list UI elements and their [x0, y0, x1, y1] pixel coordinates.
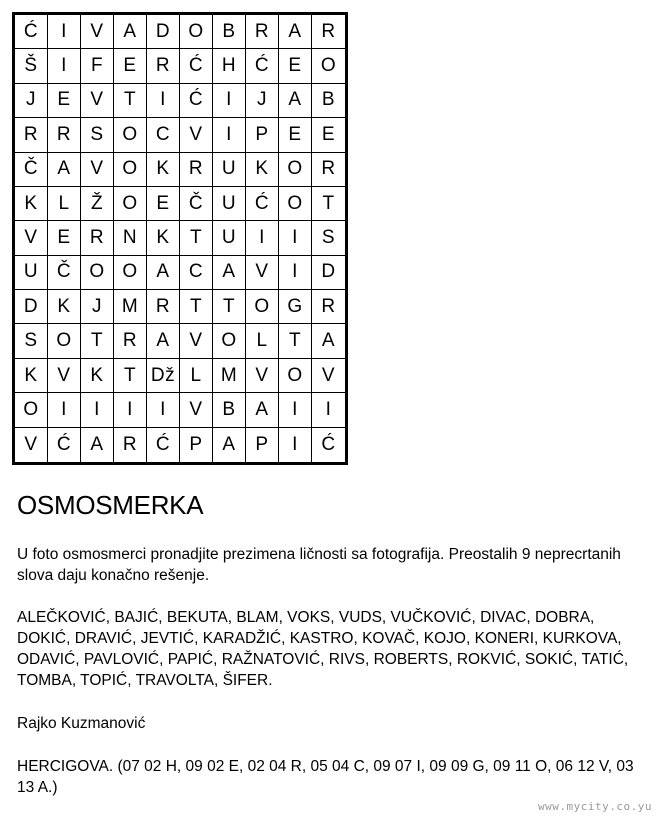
grid-cell: F: [81, 49, 114, 83]
grid-cell: P: [180, 428, 213, 462]
grid-cell: R: [147, 49, 180, 83]
grid-cell: E: [48, 84, 81, 118]
page-title: OSMOSMERKA: [17, 490, 204, 520]
grid-cell: O: [246, 290, 279, 324]
grid-cell: T: [114, 359, 147, 393]
grid-cell: Ć: [15, 15, 48, 49]
grid-cell: A: [114, 15, 147, 49]
grid-cell: O: [114, 118, 147, 152]
grid-cell: Č: [180, 187, 213, 221]
grid-cell: V: [15, 221, 48, 255]
grid-cell: B: [213, 15, 246, 49]
grid-cell: Ć: [180, 84, 213, 118]
grid-cell: A: [147, 324, 180, 358]
grid-cell: O: [180, 15, 213, 49]
grid-cell: R: [312, 153, 345, 187]
grid-cell: I: [81, 393, 114, 427]
grid-cell: S: [15, 324, 48, 358]
grid-cell: Ć: [321, 433, 336, 455]
grid-cell: Ž: [81, 187, 114, 221]
grid-cell: R: [147, 290, 180, 324]
grid-cell: J: [15, 84, 48, 118]
grid-cell: U: [15, 256, 48, 290]
grid-cell: E: [147, 187, 180, 221]
grid-cell: P: [246, 118, 279, 152]
grid-cell: R: [312, 290, 345, 324]
author-name: Rajko Kuzmanović: [17, 715, 146, 732]
grid-cell: Č: [48, 256, 81, 290]
grid-cell: V: [246, 256, 279, 290]
grid-cell: I: [279, 256, 312, 290]
grid-cell: E: [312, 118, 345, 152]
grid-cell: Ć: [246, 187, 279, 221]
grid-cell: Ć: [48, 428, 81, 462]
grid-cell: V: [81, 15, 114, 49]
grid-cell: I: [147, 393, 180, 427]
grid-cell: Dž: [147, 359, 180, 393]
word-list: ALEČKOVIĆ, BAJIĆ, BEKUTA, BLAM, VOKS, VUDS, VUČKOVIĆ, DIVAC, DOBRA, DOKIĆ, DRAVIĆ, JEVTIĆ, KARADŽIĆ, KASTRO, KOVAČ, KOJO, KONERI, KURKOVA, ODAVIĆ, PAVLOVIĆ, PAPIĆ, RAŽNATOVIĆ, RIVS, ROBERTS, ROKVIĆ, SOKIĆ, TATIĆ, TOMBA, TOPIĆ, TRAVOLTA, ŠIFER.: [17, 609, 629, 689]
grid-cell: I: [48, 393, 81, 427]
grid-cell: E: [279, 49, 312, 83]
grid-cell: M: [213, 359, 246, 393]
grid-cell: R: [15, 118, 48, 152]
grid-cell: I: [213, 118, 246, 152]
grid-cell: U: [213, 153, 246, 187]
grid-cell: O: [279, 359, 312, 393]
grid-cell: T: [114, 84, 147, 118]
puzzle-grid: [12, 12, 348, 465]
grid-cell: E: [279, 118, 312, 152]
grid-cell: T: [81, 324, 114, 358]
grid-cell: R: [114, 428, 147, 462]
grid-cell: A: [48, 153, 81, 187]
grid-cell: A: [246, 393, 279, 427]
grid-cell: I: [213, 84, 246, 118]
grid-cell: V: [312, 359, 345, 393]
grid-cell: O: [81, 256, 114, 290]
grid-cell: E: [114, 49, 147, 83]
grid-cell: A: [147, 256, 180, 290]
grid-cell: B: [213, 393, 246, 427]
grid-cell: T: [180, 290, 213, 324]
grid-cell: R: [114, 324, 147, 358]
grid-cell: V: [246, 359, 279, 393]
grid-cell: I: [147, 84, 180, 118]
grid-cell: O: [114, 153, 147, 187]
grid-cell: L: [48, 187, 81, 221]
grid-cell: O: [114, 187, 147, 221]
grid-cell: Ć: [180, 49, 213, 83]
grid-cell: T: [180, 221, 213, 255]
grid-cell: C: [147, 118, 180, 152]
grid-cell: L: [246, 324, 279, 358]
grid-cell: U: [213, 187, 246, 221]
grid-cell: V: [180, 393, 213, 427]
grid-cell: I: [279, 221, 312, 255]
grid-cell: V: [81, 84, 114, 118]
grid-cell: V: [48, 359, 81, 393]
grid-cell: T: [279, 324, 312, 358]
grid-cell: O: [15, 393, 48, 427]
grid-cell: O: [312, 49, 345, 83]
grid-cell: I: [48, 15, 81, 49]
grid-cell: I: [246, 221, 279, 255]
grid-cell: N: [114, 221, 147, 255]
grid-cell: O: [48, 324, 81, 358]
grid-cell: A: [213, 428, 246, 462]
grid-cell: C: [180, 256, 213, 290]
grid-cell: D: [312, 256, 345, 290]
grid-cell: I: [114, 393, 147, 427]
grid-cell: R: [81, 221, 114, 255]
grid-cell: K: [81, 359, 114, 393]
grid-cell: H: [213, 49, 246, 83]
grid-cell: J: [81, 290, 114, 324]
instructions-text: U foto osmosmerci pronadjite prezimena ličnosti sa fotografija. Preostalih 9 neprecrtanih slova daju konačno rešenje.: [17, 546, 621, 584]
grid-cell: R: [180, 153, 213, 187]
grid-cell: I: [312, 393, 345, 427]
grid-cell: I: [48, 49, 81, 83]
grid-cell: S: [312, 221, 345, 255]
grid-cell: T: [213, 290, 246, 324]
grid-cell: A: [279, 84, 312, 118]
grid-cell: O: [114, 256, 147, 290]
grid-cell: K: [246, 153, 279, 187]
grid-cell: L: [180, 359, 213, 393]
grid-cell: T: [312, 187, 345, 221]
grid-cell: D: [147, 15, 180, 49]
grid-cell: I: [279, 393, 312, 427]
grid-cell: K: [15, 187, 48, 221]
grid-cell: O: [279, 187, 312, 221]
grid-cell: A: [213, 256, 246, 290]
grid-cell: V: [180, 118, 213, 152]
grid-cell: P: [246, 428, 279, 462]
grid-cell: O: [213, 324, 246, 358]
grid-cell: D: [15, 290, 48, 324]
grid-cell: A: [81, 428, 114, 462]
grid-cell: Č: [15, 153, 48, 187]
grid-cell: K: [147, 153, 180, 187]
grid-cell: R: [246, 15, 279, 49]
watermark: www.mycity.co.yu: [538, 800, 652, 813]
grid-cell: V: [15, 428, 48, 462]
grid-cell: V: [180, 324, 213, 358]
grid-cell: B: [312, 84, 345, 118]
grid-cell: A: [279, 15, 312, 49]
grid-cell: Ć: [147, 428, 180, 462]
grid-cell: R: [312, 15, 345, 49]
grid-cell: V: [81, 153, 114, 187]
grid-cell: Š: [15, 49, 48, 83]
grid-cell: R: [48, 118, 81, 152]
grid-cell: O: [279, 153, 312, 187]
grid-cell: G: [279, 290, 312, 324]
grid-cell: A: [312, 324, 345, 358]
grid-cell: K: [15, 359, 48, 393]
grid-cell: J: [246, 84, 279, 118]
grid-cell: K: [147, 221, 180, 255]
grid-cell: M: [114, 290, 147, 324]
grid-cell: S: [81, 118, 114, 152]
grid-cell: Ć: [246, 49, 279, 83]
grid-cell: I: [279, 428, 312, 462]
solution-text: HERCIGOVA. (07 02 H, 09 02 E, 02 04 R, 05 04 C, 09 07 I, 09 09 G, 09 11 O, 06 12 V, 03 13 A.): [17, 758, 634, 796]
grid-cell: K: [48, 290, 81, 324]
grid-cell: E: [48, 221, 81, 255]
grid-cell: U: [213, 221, 246, 255]
